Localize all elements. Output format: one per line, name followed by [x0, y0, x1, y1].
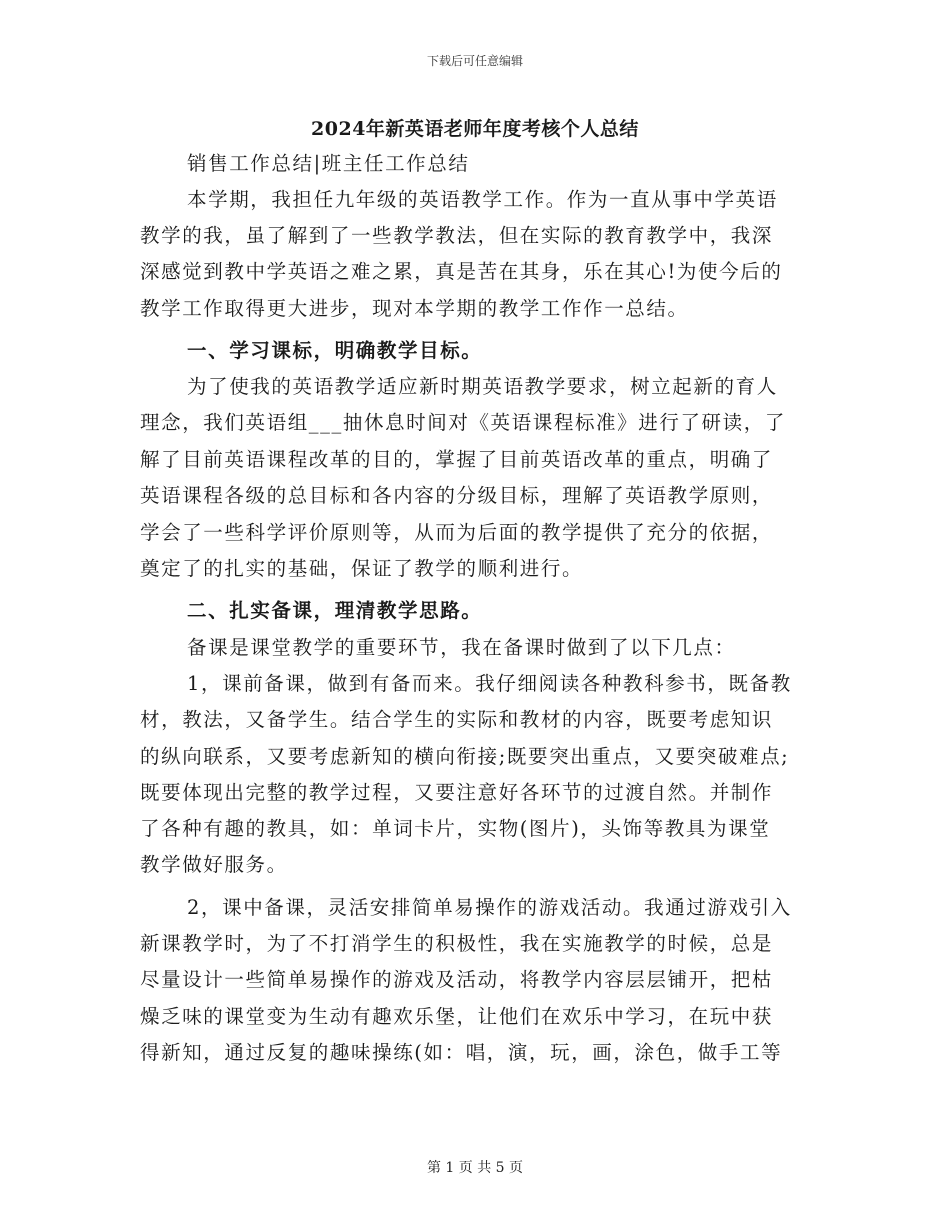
body-line: 解了目前英语课程改革的目的，掌握了目前英语改革的重点，明确了: [140, 448, 774, 471]
body-line: 既要体现出完整的教学过程，又要注意好各环节的过渡自然。并制作: [140, 781, 774, 804]
body-line: 理念，我们英语组___抽休息时间对《英语课程标准》进行了研读，了: [140, 411, 786, 434]
body-line: 尽量设计一些简单易操作的游戏及活动，将教学内容层层铺开，把枯: [140, 968, 774, 991]
section-heading-2: 二、扎实备课，理清教学思路。: [187, 599, 483, 622]
header-note: 下载后可任意编辑: [426, 54, 523, 68]
body-line: 燥乏味的课堂变为生动有趣欢乐堡，让他们在欢乐中学习，在玩中获: [140, 1005, 774, 1028]
document-title: 2024年新英语老师年度考核个人总结: [311, 118, 639, 140]
body-line: 了各种有趣的教具，如：单词卡片，实物(图片)，头饰等教具为课堂: [140, 817, 771, 840]
body-line-category: 销售工作总结|班主任工作总结: [187, 152, 470, 175]
body-line: 英语课程各级的总目标和各内容的分级目标，理解了英语教学原则，: [140, 484, 774, 507]
body-line: 为了使我的英语教学适应新时期英语教学要求，树立起新的育人: [187, 375, 778, 398]
body-line: 学会了一些科学评价原则等，从而为后面的教学提供了充分的依据，: [140, 521, 774, 544]
body-line: 的纵向联系，又要考虑新知的横向衔接;既要突出重点，又要突破难点;: [140, 745, 790, 768]
body-line: 新课教学时，为了不打消学生的积极性，我在实施教学的时候，总是: [140, 932, 774, 955]
body-line: 深感觉到教中学英语之难之累，真是苦在其身，乐在其心!为使今后的: [140, 260, 783, 283]
body-line: 材，教法，又备学生。结合学生的实际和教材的内容，既要考虑知识: [140, 708, 774, 731]
body-line: 1，课前备课，做到有备而来。我仔细阅读各种教科参书，既备教: [187, 672, 792, 695]
body-line: 教学做好服务。: [140, 853, 288, 876]
body-line: 备课是课堂教学的重要环节，我在备课时做到了以下几点：: [187, 636, 736, 659]
body-line: 本学期，我担任九年级的英语教学工作。作为一直从事中学英语: [187, 188, 778, 211]
body-line: 得新知，通过反复的趣味操练(如：唱，演，玩，画，涂色，做手工等: [140, 1041, 783, 1064]
body-line: 奠定了的扎实的基础，保证了教学的顺利进行。: [140, 557, 584, 580]
body-line: 教学工作取得更大进步，现对本学期的教学工作作一总结。: [140, 297, 689, 320]
body-line: 2，课中备课，灵活安排简单易操作的游戏活动。我通过游戏引入: [187, 896, 792, 919]
body-line: 教学的我，虽了解到了一些教学教法，但在实际的教育教学中，我深: [140, 224, 774, 247]
section-heading-1: 一、学习课标，明确教学目标。: [187, 339, 483, 362]
page-number-footer: 第 1 页 共 5 页: [426, 1160, 524, 1176]
